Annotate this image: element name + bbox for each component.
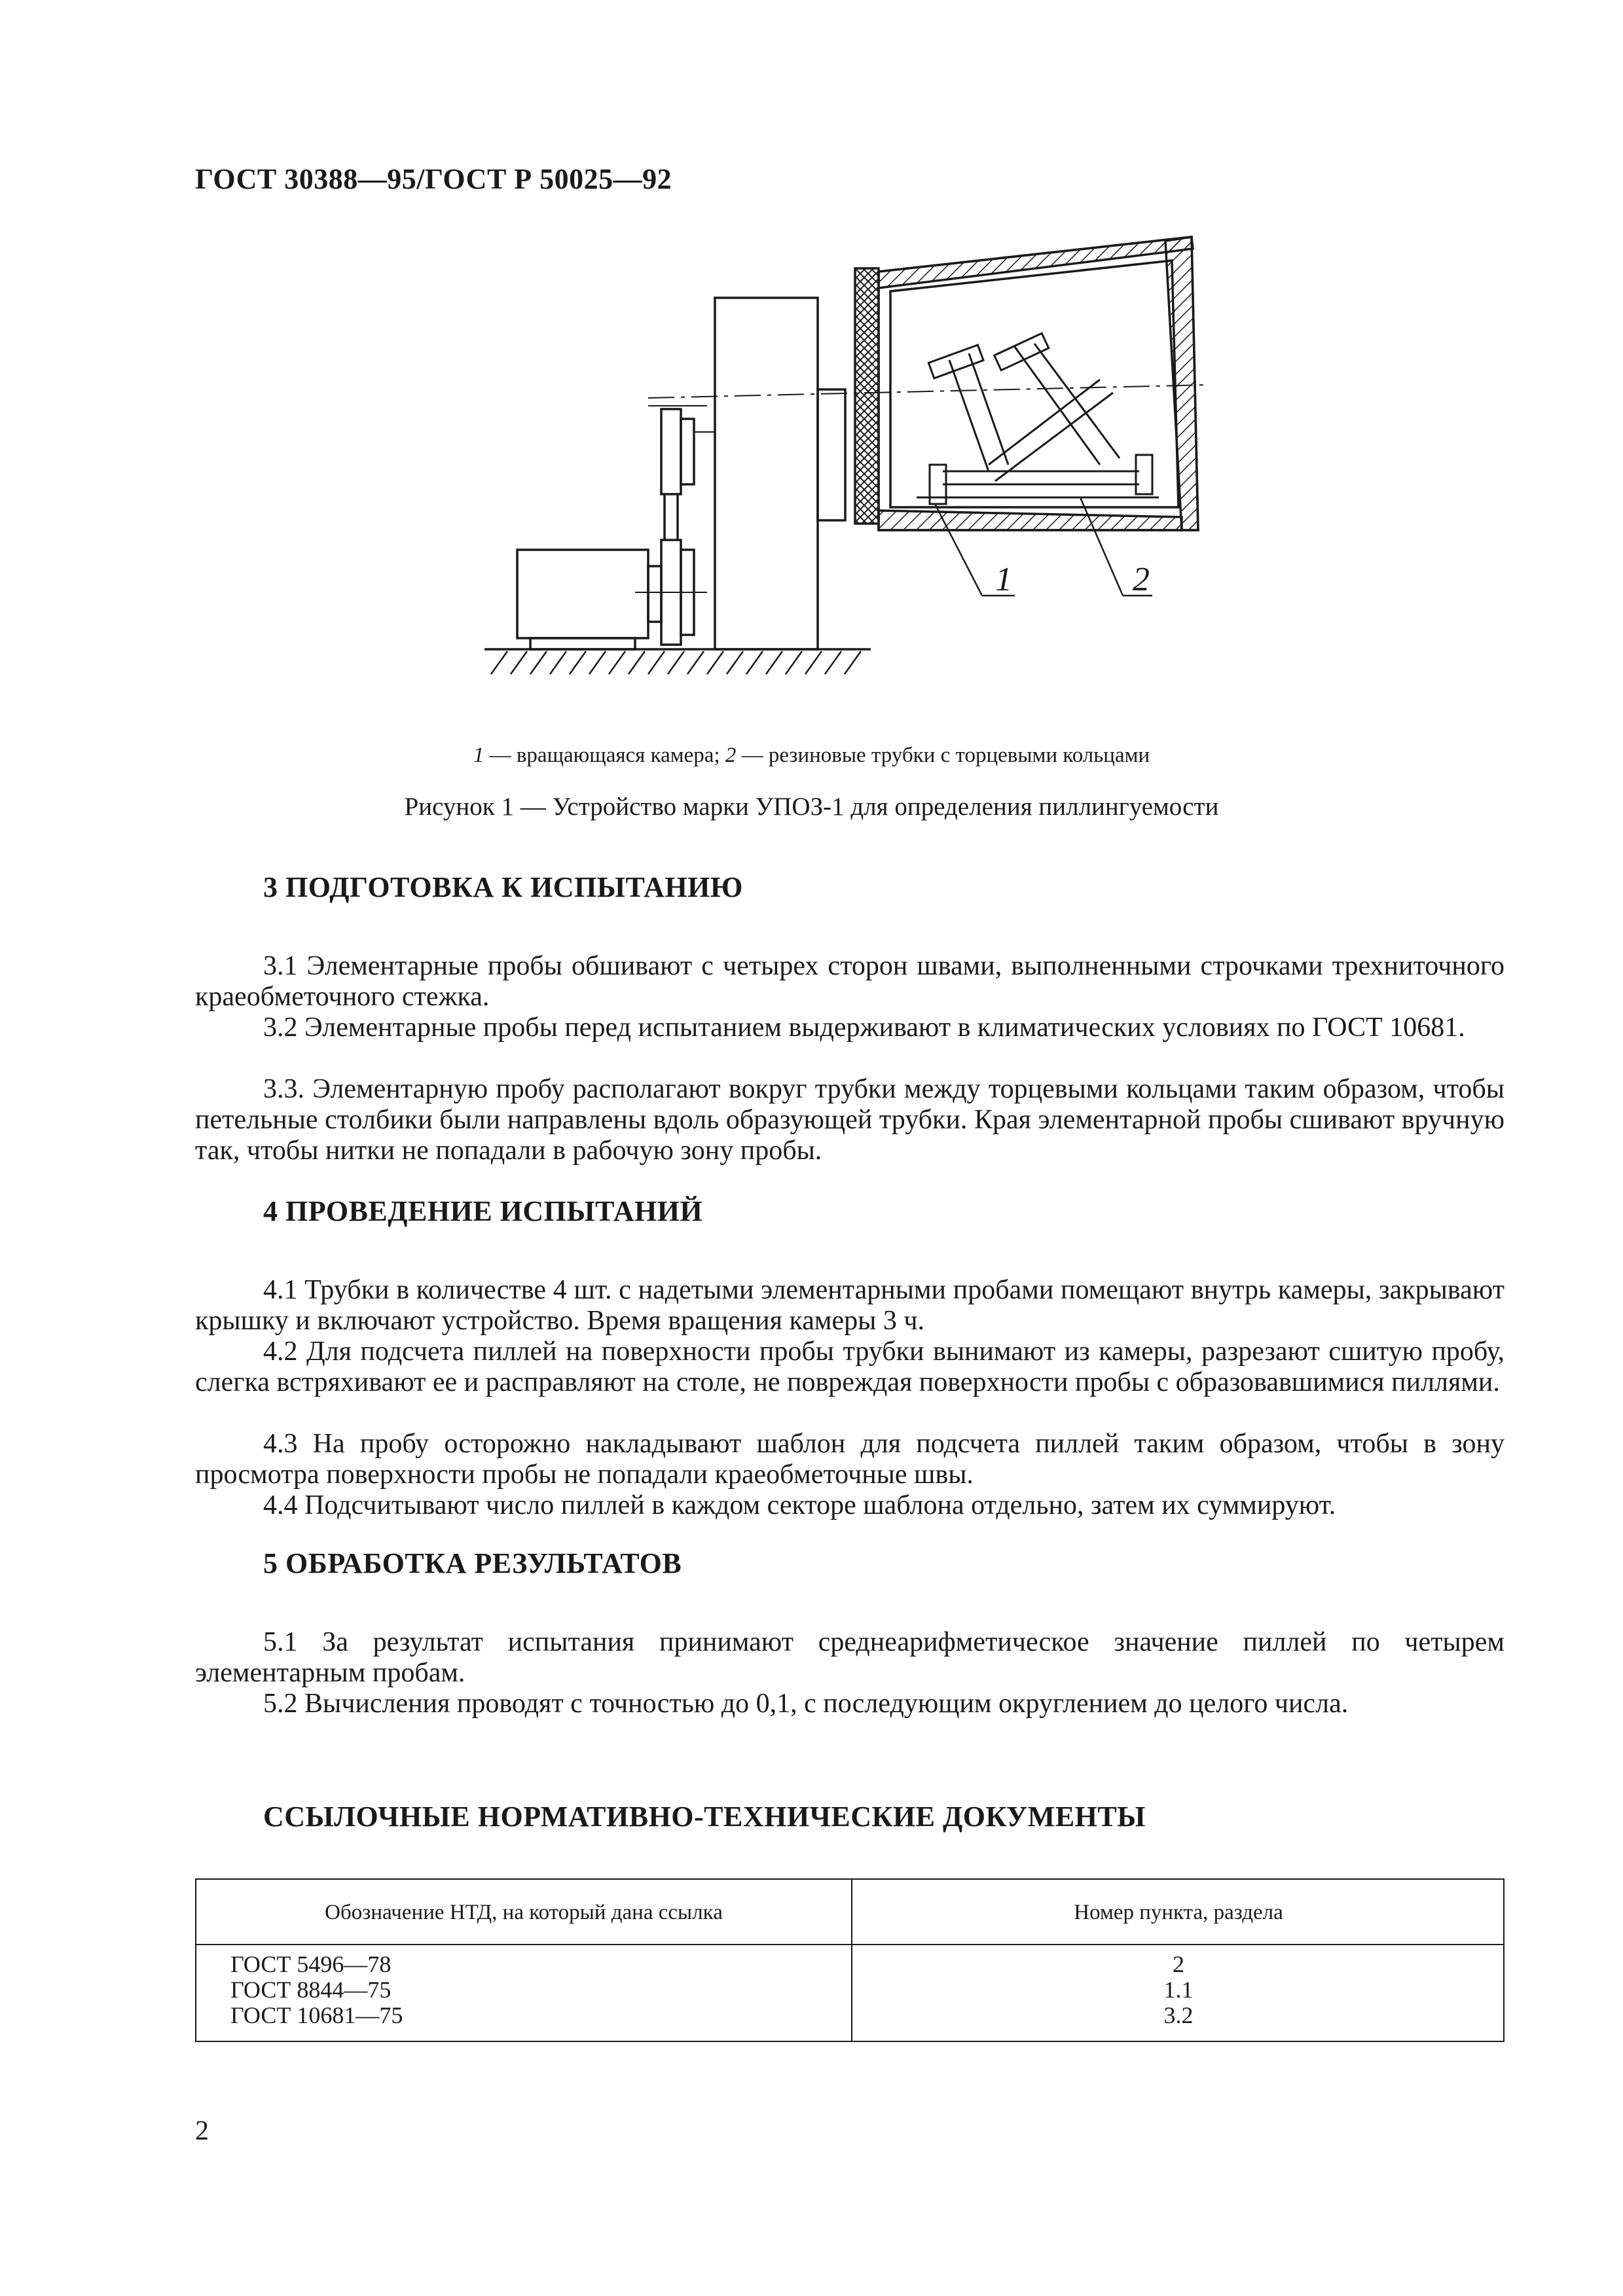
- ground-hatch: [491, 651, 861, 674]
- table-header-document: Обозначение НТД, на который дана ссылка: [325, 1901, 723, 1924]
- paragraph-3-1: 3.1 Элементарные пробы обшивают с четырех сторон швами, выполненными строчками трехниточного краеобметочного стежка.: [195, 951, 1504, 1012]
- table-cell-doc: ГОСТ 5496—78: [230, 1951, 392, 1977]
- paragraph-4-3: 4.3 На пробу осторожно накладывают шаблон для подсчета пиллей таким образом, чтобы в зону просмотра поверхности пробы не попадали краеобметочные швы.: [195, 1429, 1504, 1490]
- paragraph-5-2: 5.2 Вычисления проводят с точностью до 0,1, с последующим округлением до целого числа.: [263, 1689, 1349, 1719]
- paragraph-4-2: 4.2 Для подсчета пиллей на поверхности пробы трубки вынимают из камеры, разрезают сшитую пробу, слегка встряхивают ее и расправляют на столе, не повреждая поверхности пробы с образовавшимися пиллями.: [195, 1336, 1504, 1397]
- chamber-flange: [855, 268, 879, 524]
- section-5-title: 5 ОБРАБОТКА РЕЗУЛЬТАТОВ: [263, 1547, 682, 1579]
- section-4-title: 4 ПРОВЕДЕНИЕ ИСПЫТАНИЙ: [263, 1195, 703, 1227]
- table-cell-doc: ГОСТ 10681—75: [230, 2002, 403, 2028]
- leader-label-2: 2: [1133, 561, 1150, 598]
- legend-number-1: 1: [473, 744, 484, 767]
- document-header: ГОСТ 30388—95/ГОСТ Р 50025—92: [195, 163, 672, 195]
- legend-text-1: — вращающаяся камера;: [484, 744, 725, 767]
- references-table: [195, 1878, 1504, 2042]
- paragraph-4-1: 4.1 Трубки в количестве 4 шт. с надетыми элементарными пробами помещают внутрь камеры, закрывают крышку и включают устройство. Время вращения камеры 3 ч.: [195, 1275, 1504, 1336]
- paragraph-3-3: 3.3. Элементарную пробу располагают вокруг трубки между торцевыми кольцами таким образом, чтобы петельные столбики были направлены вдоль образующей трубки. Края элементарной пробы сшивают вручную так, чтобы нитки не попадали в рабочую зону пробы.: [195, 1074, 1504, 1166]
- references-title: ССЫЛОЧНЫЕ НОРМАТИВНО-ТЕХНИЧЕСКИЕ ДОКУМЕНТЫ: [263, 1801, 1146, 1833]
- figure-caption: Рисунок 1 — Устройство марки УПОЗ-1 для определения пиллингуемости: [404, 793, 1219, 821]
- page-number: 2: [195, 2116, 209, 2146]
- legend-number-2: 2: [725, 744, 737, 767]
- table-header-section: Номер пункта, раздела: [1074, 1901, 1283, 1924]
- motor: [517, 550, 648, 638]
- paragraph-5-1: 5.1 За результат испытания принимают среднеарифметическое значение пиллей по четырем элементарным пробам.: [195, 1627, 1504, 1688]
- legend-text-2: — резиновые трубки с торцевыми кольцами: [736, 744, 1150, 767]
- table-column-items: [851, 1952, 1506, 2028]
- table-cell-item: 3.2: [1163, 2002, 1194, 2028]
- rubber-tubes: [917, 333, 1159, 504]
- table-column-documents: [230, 1952, 403, 2028]
- table-cell-item: 1.1: [1163, 1977, 1194, 2003]
- paragraph-3-2: 3.2 Элементарные пробы перед испытанием выдерживают в климатических условиях по ГОСТ 10681.: [263, 1013, 1465, 1043]
- table-cell-doc: ГОСТ 8844—75: [230, 1977, 392, 2003]
- paragraph-4-4: 4.4 Подсчитывают число пиллей в каждом секторе шаблона отдельно, затем их суммируют.: [263, 1490, 1336, 1520]
- table-cell-item: 2: [1173, 1951, 1184, 1977]
- section-3-title: 3 ПОДГОТОВКА К ИСПЫТАНИЮ: [263, 871, 743, 903]
- figure-legend: [0, 744, 1623, 768]
- bearing-housing: [715, 298, 818, 649]
- device-drawing: [471, 223, 1244, 700]
- upper-pulley: [661, 409, 681, 494]
- leader-label-1: 1: [995, 561, 1012, 598]
